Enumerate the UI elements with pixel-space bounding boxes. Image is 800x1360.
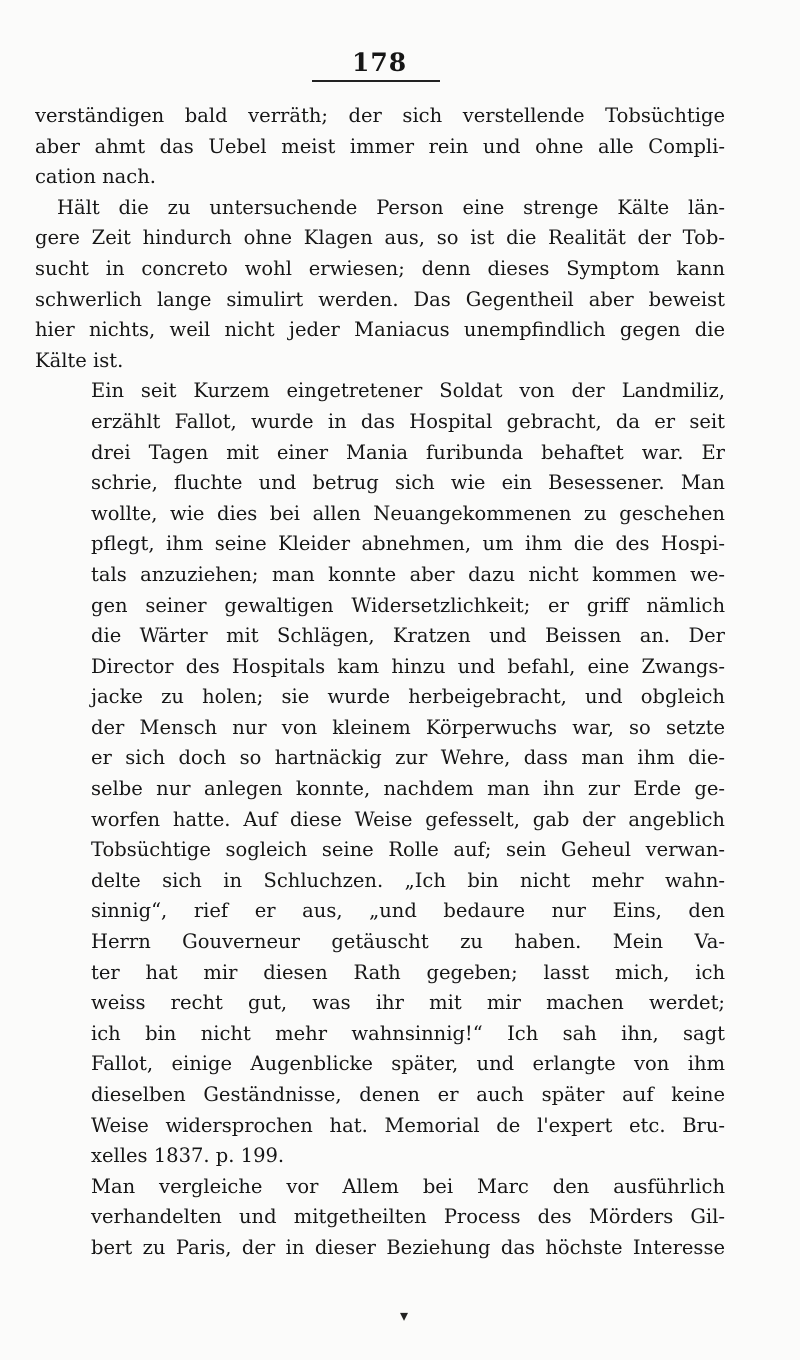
text-line: delte sich in Schluchzen. „Ich bin nicht mehr wahn- bbox=[91, 868, 725, 892]
text-line: sinnig“, rief er aus, „und bedaure nur Eins, den bbox=[91, 899, 725, 923]
text-line: Ein seit Kurzem eingetretener Soldat von der Landmiliz, bbox=[91, 379, 725, 403]
text-line: Tobsüchtige sogleich seine Rolle auf; sein Geheul verwan- bbox=[91, 838, 725, 862]
text-line: aber ahmt das Uebel meist immer rein und ohne alle Compli- bbox=[35, 134, 725, 158]
text-line: xelles 1837. p. 199. bbox=[91, 1144, 285, 1168]
text-line: bert zu Paris, der in dieser Beziehung das höchste Interesse bbox=[91, 1235, 725, 1259]
text-line: weiss recht gut, was ihr mit mir machen werdet; bbox=[91, 991, 725, 1015]
text-line: verhandelten und mitgetheilten Process des Mörders Gil- bbox=[91, 1205, 725, 1229]
text-line: jacke zu holen; sie wurde herbeigebracht, und obgleich bbox=[91, 685, 725, 709]
text-line: Kälte ist. bbox=[35, 348, 124, 372]
text-line: der Mensch nur von kleinem Körperwuchs war, so setzte bbox=[91, 715, 725, 739]
text-line: tals anzuziehen; man konnte aber dazu nicht kommen we- bbox=[91, 562, 725, 586]
header-rule bbox=[312, 80, 440, 82]
text-line: er sich doch so hartnäckig zur Wehre, dass man ihm die- bbox=[91, 746, 725, 770]
text-line: drei Tagen mit einer Mania furibunda behaftet war. Er bbox=[91, 440, 725, 464]
text-line: hier nichts, weil nicht jeder Maniacus unempfindlich gegen die bbox=[35, 318, 725, 342]
text-line: gere Zeit hindurch ohne Klagen aus, so ist die Realität der Tob- bbox=[35, 226, 725, 250]
text-line: verständigen bald verräth; der sich verstellende Tobsüchtige bbox=[35, 104, 725, 127]
text-line: selbe nur anlegen konnte, nachdem man ihn zur Erde ge- bbox=[91, 777, 725, 801]
text-line: ich bin nicht mehr wahnsinnig!“ Ich sah ihn, sagt bbox=[91, 1021, 725, 1045]
text-line: Weise widersprochen hat. Memorial de l'expert etc. Bru- bbox=[91, 1113, 725, 1137]
ink-speck: ▾ bbox=[400, 1306, 409, 1325]
body-text bbox=[35, 101, 725, 1264]
text-line: Man vergleiche vor Allem bei Marc den ausführlich bbox=[91, 1174, 725, 1198]
text-line: erzählt Fallot, wurde in das Hospital gebracht, da er seit bbox=[91, 409, 725, 433]
page-number: 178 bbox=[352, 48, 408, 77]
text-line: ter hat mir diesen Rath gegeben; lasst mich, ich bbox=[91, 960, 725, 984]
text-line: schwerlich lange simulirt werden. Das Gegentheil aber beweist bbox=[35, 287, 725, 311]
text-line: Herrn Gouverneur getäuscht zu haben. Mein Va- bbox=[91, 930, 725, 954]
text-line: worfen hatte. Auf diese Weise gefesselt, gab der angeblich bbox=[91, 807, 725, 831]
text-line: Director des Hospitals kam hinzu und befahl, eine Zwangs- bbox=[91, 654, 725, 678]
text-line: dieselben Geständnisse, denen er auch später auf keine bbox=[91, 1083, 725, 1106]
text-line: wollte, wie dies bei allen Neuangekommenen zu geschehen bbox=[91, 501, 725, 525]
text-line: pflegt, ihm seine Kleider abnehmen, um ihm die des Hospi- bbox=[91, 532, 725, 556]
text-line: Hält die zu untersuchende Person eine strenge Kälte län- bbox=[57, 195, 725, 219]
text-line: cation nach. bbox=[35, 165, 156, 189]
text-line: gen seiner gewaltigen Widersetzlichkeit; er griff nämlich bbox=[91, 593, 725, 617]
text-line: schrie, fluchte und betrug sich wie ein Besessener. Man bbox=[91, 471, 725, 495]
text-line: die Wärter mit Schlägen, Kratzen und Beissen an. Der bbox=[91, 624, 725, 648]
text-line: Fallot, einige Augenblicke später, und erlangte von ihm bbox=[91, 1052, 725, 1076]
text-line: sucht in concreto wohl erwiesen; denn dieses Symptom kann bbox=[35, 256, 725, 280]
